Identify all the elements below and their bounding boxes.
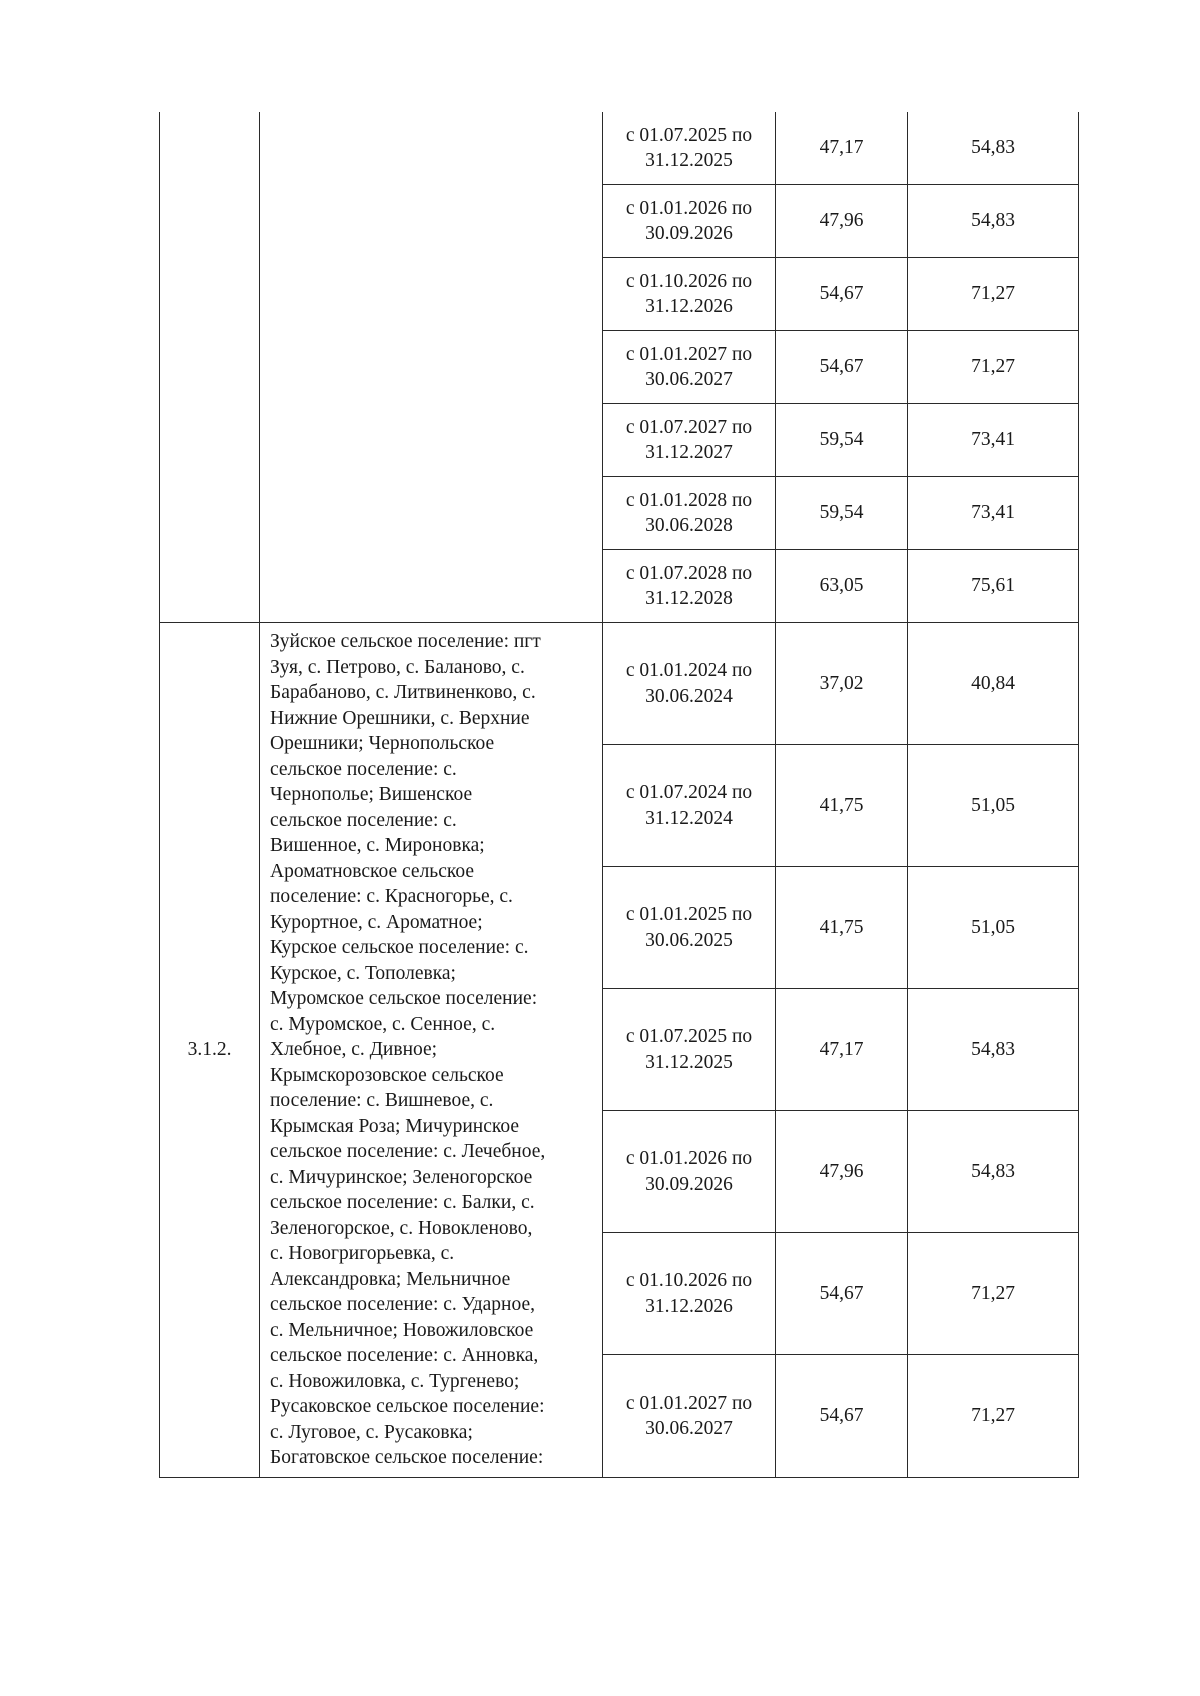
period-start-text: с 01.07.2027 по — [625, 416, 753, 438]
period-end-text: 31.12.2026 — [645, 1295, 733, 1317]
description-line: с. Муромское, с. Сенное, с. — [270, 1013, 496, 1035]
description-line: сельское поселение: с. Анновка, — [270, 1345, 539, 1366]
description-line: Зуя, с. Петрово, с. Баланово, с. — [270, 656, 525, 678]
period-cell — [603, 1233, 776, 1355]
period-end-text: 30.06.2024 — [645, 685, 733, 707]
tariff-value-2-cell: 54,83 — [908, 989, 1079, 1111]
tariff-value-1-cell: 47,17 — [776, 112, 908, 185]
tariff-value-1-cell: 63,05 — [776, 550, 908, 623]
tariff-value-2-cell: 54,83 — [908, 112, 1079, 185]
description-line: поселение: с. Красногорье, с. — [270, 886, 513, 907]
description-line: сельское поселение: с. Ударное, — [270, 1294, 536, 1315]
period-cell — [603, 331, 776, 404]
period-cell — [603, 867, 776, 989]
description-line: поселение: с. Вишневое, с. — [270, 1090, 494, 1111]
tariff-value-1-cell: 59,54 — [776, 404, 908, 477]
description-line: с. Новожиловка, с. Тургенево; — [270, 1370, 520, 1392]
description-line: Чернополье; Вишенское — [270, 784, 473, 805]
tariff-value-2-cell: 40,84 — [908, 623, 1079, 745]
period-end-text: 31.12.2028 — [645, 588, 733, 609]
period-cell — [603, 1355, 776, 1478]
period-end-text: 31.12.2025 — [645, 1051, 733, 1073]
period-start-text: с 01.10.2026 по — [625, 1270, 753, 1291]
description-line: Зеленогорское, с. Новокленово, — [270, 1217, 533, 1239]
period-cell — [603, 989, 776, 1111]
period-end-text: 30.09.2026 — [645, 223, 733, 244]
period-end-text: 31.12.2027 — [645, 442, 733, 463]
period-cell — [603, 258, 776, 331]
tariff-value-1-cell: 47,96 — [776, 1111, 908, 1233]
period-cell — [603, 550, 776, 623]
description-line: с. Новогригорьевка, с. — [270, 1243, 455, 1264]
tariff-value-2-cell: 71,27 — [908, 1233, 1079, 1355]
tariff-value-2-cell: 51,05 — [908, 867, 1079, 989]
description-line: Курское сельское поселение: с. — [270, 937, 529, 958]
tariff-table-body — [160, 112, 1079, 1478]
period-start-text: с 01.01.2027 по — [625, 1392, 753, 1414]
description-line: Барабаново, с. Литвиненково, с. — [270, 682, 536, 703]
period-start-text: с 01.01.2025 по — [625, 904, 753, 925]
description-line: Муромское сельское поселение: — [270, 988, 538, 1009]
period-end-text: 30.06.2028 — [645, 515, 733, 536]
description-line: Орешники; Чернопольское — [270, 733, 495, 754]
period-cell — [603, 477, 776, 550]
period-start-text: с 01.10.2026 по — [625, 270, 753, 292]
description-line: Ароматновское сельское — [270, 860, 474, 882]
period-start-text: с 01.07.2025 по — [625, 124, 753, 146]
period-end-text: 30.09.2026 — [645, 1173, 733, 1195]
description-line: Русаковское сельское поселение: — [270, 1396, 545, 1417]
description-line: Хлебное, с. Дивное; — [270, 1039, 438, 1060]
period-cell — [603, 1111, 776, 1233]
tariff-value-1-cell: 37,02 — [776, 623, 908, 745]
settlements-description-cell — [260, 112, 603, 623]
description-line: Вишенное, с. Мироновка; — [270, 835, 485, 856]
period-cell — [603, 404, 776, 477]
table-row — [160, 112, 1079, 185]
period-end-text: 31.12.2026 — [645, 296, 733, 317]
tariff-value-2-cell: 71,27 — [908, 258, 1079, 331]
tariff-value-2-cell: 71,27 — [908, 1355, 1079, 1478]
description-line: Курское, с. Тополевка; — [270, 962, 456, 984]
period-start-text: с 01.07.2028 по — [625, 562, 753, 584]
table-row — [160, 623, 1079, 745]
description-line: Нижние Орешники, с. Верхние — [270, 707, 530, 729]
tariff-value-1-cell: 54,67 — [776, 1355, 908, 1478]
tariff-value-2-cell: 54,83 — [908, 185, 1079, 258]
description-line: Крымскорозовское сельское — [270, 1064, 504, 1086]
period-end-text: 30.06.2027 — [645, 1418, 733, 1439]
tariff-value-2-cell: 75,61 — [908, 550, 1079, 623]
tariff-value-1-cell: 41,75 — [776, 867, 908, 989]
tariff-value-1-cell: 54,67 — [776, 258, 908, 331]
description-line: сельское поселение: с. Лечебное, — [270, 1141, 546, 1162]
description-line: сельское поселение: с. — [270, 809, 457, 831]
period-start-text: с 01.01.2026 по — [625, 197, 753, 219]
item-number-cell — [160, 112, 260, 623]
description-line: Крымская Роза; Мичуринское — [270, 1115, 520, 1137]
period-end-text: 30.06.2027 — [645, 369, 733, 390]
tariff-value-1-cell: 41,75 — [776, 745, 908, 867]
period-start-text: с 01.01.2027 по — [625, 343, 753, 365]
description-line: Курортное, с. Ароматное; — [270, 911, 483, 933]
period-cell — [603, 623, 776, 745]
tariff-value-1-cell: 47,17 — [776, 989, 908, 1111]
period-cell — [603, 745, 776, 867]
period-end-text: 31.12.2025 — [645, 150, 733, 171]
period-cell — [603, 112, 776, 185]
tariff-value-1-cell: 47,96 — [776, 185, 908, 258]
tariff-value-1-cell: 59,54 — [776, 477, 908, 550]
tariff-value-2-cell: 73,41 — [908, 477, 1079, 550]
description-line: с. Луговое, с. Русаковка; — [270, 1421, 473, 1443]
period-start-text: с 01.01.2024 по — [625, 660, 753, 681]
tariff-table — [159, 112, 1079, 1478]
description-line: Богатовское сельское поселение: — [270, 1447, 544, 1468]
tariff-value-2-cell: 51,05 — [908, 745, 1079, 867]
period-end-text: 30.06.2025 — [645, 929, 733, 951]
tariff-value-2-cell: 71,27 — [908, 331, 1079, 404]
period-start-text: с 01.07.2024 по — [625, 782, 753, 803]
period-cell — [603, 185, 776, 258]
item-number-cell: 3.1.2. — [160, 623, 260, 1478]
tariff-value-1-cell: 54,67 — [776, 1233, 908, 1355]
description-line: Александровка; Мельничное — [270, 1268, 511, 1290]
tariff-value-2-cell: 73,41 — [908, 404, 1079, 477]
description-line: Зуйское сельское поселение: пгт — [270, 631, 541, 652]
period-end-text: 31.12.2024 — [645, 807, 733, 829]
tariff-value-1-cell: 54,67 — [776, 331, 908, 404]
settlements-description-cell — [260, 623, 603, 1478]
description-line: с. Мельничное; Новожиловское — [270, 1319, 534, 1341]
description-line: сельское поселение: с. — [270, 758, 457, 780]
description-line: с. Мичуринское; Зеленогорское — [270, 1166, 533, 1188]
tariff-value-2-cell: 54,83 — [908, 1111, 1079, 1233]
period-start-text: с 01.01.2026 по — [625, 1148, 753, 1169]
period-start-text: с 01.07.2025 по — [625, 1026, 753, 1047]
period-start-text: с 01.01.2028 по — [625, 489, 753, 511]
description-line: сельское поселение: с. Балки, с. — [270, 1192, 535, 1213]
